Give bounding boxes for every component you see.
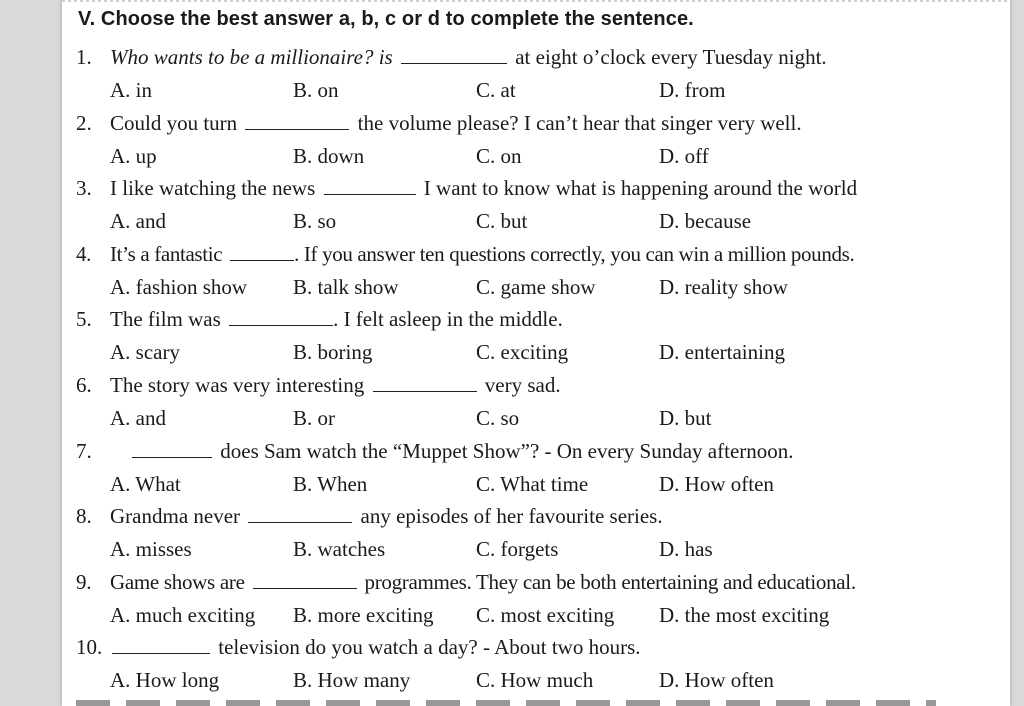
question-5 xyxy=(76,303,1006,369)
option-a[interactable]: A. How long xyxy=(110,668,220,693)
option-row xyxy=(76,271,1006,303)
question-stem xyxy=(76,566,1006,599)
option-c[interactable]: C. most exciting xyxy=(476,602,615,627)
option-row xyxy=(76,140,1006,172)
exercise-heading: V. Choose the best answer a, b, c or d to complete the sentence. xyxy=(78,8,694,30)
question-number: 1. xyxy=(76,45,92,69)
option-a[interactable]: A. fashion show xyxy=(110,274,248,299)
stem-before-blank: Could you turn xyxy=(110,110,238,135)
stem-before-blank: Grandma never xyxy=(110,504,241,529)
question-9 xyxy=(76,566,1006,632)
question-stem xyxy=(76,303,1006,336)
option-b[interactable]: B. boring xyxy=(293,340,373,365)
stem-after-blank: very sad. xyxy=(484,372,561,397)
option-a[interactable]: A. What xyxy=(110,471,181,496)
option-d[interactable]: D. but xyxy=(659,405,712,430)
stem-after-blank: programmes. They can be both entertaining and educational. xyxy=(364,569,856,594)
option-a[interactable]: A. and xyxy=(110,209,166,234)
cropped-next-line xyxy=(76,700,936,706)
stem-after-blank: the volume please? I can’t hear that singer very well. xyxy=(357,110,802,135)
answer-blank xyxy=(324,174,416,195)
answer-blank xyxy=(373,371,477,392)
stem-before-blank: The film was xyxy=(110,307,221,332)
option-b[interactable]: B. talk show xyxy=(293,274,399,299)
option-a[interactable]: A. up xyxy=(110,143,157,168)
option-row xyxy=(76,533,1006,565)
option-a[interactable]: A. and xyxy=(110,405,166,430)
question-number: 6. xyxy=(76,372,92,397)
question-number: 7. xyxy=(76,438,92,463)
stem-before-blank: It’s a fantastic xyxy=(110,241,223,266)
option-c[interactable]: C. at xyxy=(476,78,516,102)
question-10 xyxy=(76,631,1006,697)
option-row xyxy=(76,205,1006,237)
option-b[interactable]: B. or xyxy=(293,405,335,430)
worksheet-page xyxy=(62,0,1010,706)
option-row xyxy=(76,664,1006,696)
option-b[interactable]: B. on xyxy=(293,78,339,102)
option-d[interactable]: D. has xyxy=(659,537,713,562)
question-number: 8. xyxy=(76,504,92,529)
option-d[interactable]: D. off xyxy=(659,143,709,168)
question-list xyxy=(76,41,1006,697)
option-b[interactable]: B. down xyxy=(293,143,365,168)
stem-after-blank: . If you answer ten questions correctly, you can win a million pounds. xyxy=(294,241,855,266)
option-c[interactable]: C. on xyxy=(476,143,522,168)
question-stem xyxy=(76,435,1006,468)
question-number: 4. xyxy=(76,241,92,266)
question-8 xyxy=(76,500,1006,566)
question-stem xyxy=(76,107,1006,140)
question-4 xyxy=(76,238,1006,304)
stem-after-blank: does Sam watch the “Muppet Show”? - On every Sunday afternoon. xyxy=(220,438,794,463)
option-c[interactable]: C. game show xyxy=(476,274,596,299)
option-c[interactable]: C. What time xyxy=(476,471,589,496)
option-d[interactable]: D. reality show xyxy=(659,274,788,299)
option-b[interactable]: B. How many xyxy=(293,668,411,693)
question-7 xyxy=(76,435,1006,501)
question-number: 3. xyxy=(76,176,92,201)
option-b[interactable]: B. more exciting xyxy=(293,602,434,627)
question-stem xyxy=(76,41,1006,74)
question-number: 2. xyxy=(76,110,92,135)
option-row xyxy=(76,336,1006,368)
option-b[interactable]: B. When xyxy=(293,471,368,496)
question-3 xyxy=(76,172,1006,238)
option-row xyxy=(76,599,1006,631)
stem-after-blank: any episodes of her favourite series. xyxy=(360,504,663,529)
option-b[interactable]: B. watches xyxy=(293,537,386,562)
question-number: 10. xyxy=(76,635,103,660)
option-a[interactable]: A. much exciting xyxy=(110,602,256,627)
answer-blank xyxy=(112,633,210,654)
option-d[interactable]: D. entertaining xyxy=(659,340,785,365)
option-d[interactable]: D. from xyxy=(659,78,726,102)
option-c[interactable]: C. How much xyxy=(476,668,594,693)
answer-blank xyxy=(132,437,212,458)
question-stem xyxy=(76,369,1006,402)
option-c[interactable]: C. but xyxy=(476,209,528,234)
question-2 xyxy=(76,107,1006,173)
option-c[interactable]: C. so xyxy=(476,405,520,430)
stem-before-blank: Game shows are xyxy=(110,569,245,594)
option-a[interactable]: A. misses xyxy=(110,537,192,562)
question-number: 5. xyxy=(76,307,92,332)
answer-blank xyxy=(229,305,333,326)
option-a[interactable]: A. scary xyxy=(110,340,180,365)
option-row xyxy=(76,74,1006,106)
question-stem xyxy=(76,238,1006,271)
question-stem xyxy=(76,631,1006,664)
option-c[interactable]: C. forgets xyxy=(476,537,559,562)
option-d[interactable]: D. the most exciting xyxy=(659,602,830,627)
question-stem xyxy=(76,500,1006,533)
answer-blank xyxy=(230,240,294,261)
answer-blank xyxy=(245,109,349,130)
question-6 xyxy=(76,369,1006,435)
question-1 xyxy=(76,41,1006,107)
option-row xyxy=(76,402,1006,434)
stem-before-blank: Who wants to be a millionaire? is xyxy=(110,45,393,69)
option-d[interactable]: D. How often xyxy=(659,668,774,693)
question-stem xyxy=(76,172,1006,205)
option-row xyxy=(76,468,1006,500)
answer-blank xyxy=(253,568,357,589)
option-d[interactable]: D. How often xyxy=(659,471,774,496)
option-a[interactable]: A. in xyxy=(110,78,152,102)
answer-blank xyxy=(401,43,507,64)
answer-blank xyxy=(248,502,352,523)
stem-before-blank: The story was very interesting xyxy=(110,372,365,397)
option-d[interactable]: D. because xyxy=(659,209,752,234)
stem-after-blank: . I felt asleep in the middle. xyxy=(333,307,563,332)
stem-after-blank: I want to know what is happening around the world xyxy=(423,176,858,201)
question-number: 9. xyxy=(76,569,92,594)
option-c[interactable]: C. exciting xyxy=(476,340,569,365)
stem-before-blank: I like watching the news xyxy=(110,176,316,201)
stem-after-blank: at eight o’clock every Tuesday night. xyxy=(515,45,827,69)
option-b[interactable]: B. so xyxy=(293,209,337,234)
stem-after-blank: television do you watch a day? - About two hours. xyxy=(218,635,641,660)
